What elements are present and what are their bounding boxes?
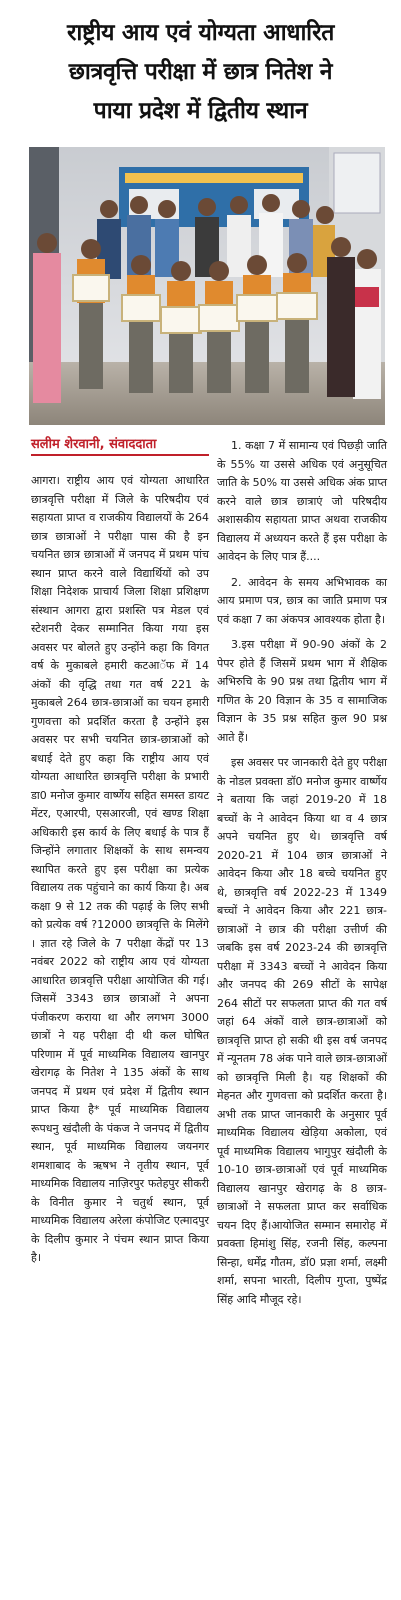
headline-line-1: राष्ट्रीय आय एवं योग्यता आधारित	[66, 20, 335, 46]
photo-illustration	[29, 147, 385, 425]
article-left-column	[31, 472, 209, 1275]
left-paragraph-1: आगरा। राष्ट्रीय आय एवं योग्यता आधारित छात्रवृत्ति परीक्षा में जिले के परिषदीय एवं सहायता प्राप्त व राजकीय विद्यालयों के 264 छात्र छात्राओं ने परीक्षा पास की है इन चयनित छात्र छात्राओं में जनपद में प्रथम पांच स्थान प्राप्त करने वाले विद्यार्थियों को उप शिक्षा निदेशक प्राचार्य जिला शिक्षा प्रशिक्षण संस्थान आगरा द्वारा प्रशस्ति पत्र मेडल एवं स्टेशनरी देकर सम्मानित किया गया इस अवसर पर बोलते हुए उन्होंने कहा कि विगत वर्ष के मुकाबले हमारी कटआॅफ में 14 अंकों की वृद्धि तथा गत वर्ष 221 के मुकाबले 264 छात्र-छात्राओं का चयन हमारी गुणवत्ता को प्रदर्शित करता है उन्होंने इस अवसर पर सभी चयनित छात्र-छात्राओं को बधाई देते हुए कहा कि राष्ट्रीय आय एवं योग्यता आधारित छात्रवृत्ति परीक्षा के प्रभारी डा0 मनोज कुमार वार्ष्णेय सहित समस्त डायट मेंटर, एआरपी, एसआरजी, एवं खण्ड शिक्षा अधिकारी इस कार्य के लिए बधाई के पात्र हैं जिन्होंने लगातार शिक्षकों के साथ समन्वय स्थापित करते हुए इस परीक्षा का प्रत्येक विद्यालय तक पहुंचाने का कार्य किया है। अब कक्षा 9 से 12 तक की पढ़ाई के लिए सभी को प्रत्येक वर्ष ?12000 छात्रवृत्ति के मिलेंगे । ज्ञात रहे जिले के 7 परीक्षा केंद्रों पर 13 नवंबर 2022 को राष्ट्रीय आय एवं योग्यता आधारित छात्रवृत्ति परीक्षा आयोजित की गई। जिसमें 3343 छात्र छात्राओं ने अपना पंजीकरण कराया था और लगभग 3000 छात्रों ने यह परीक्षा दी थी कल घोषित परिणाम में पूर्व माध्यमिक विद्यालय खानपुर खेरागढ़ के नितेश ने 135 अंकों के साथ जनपद में प्रथम एवं प्रदेश में द्वितीय स्थान प्राप्त किया है* पूर्व माध्यमिक विद्यालय रूपधनु खंदौली के पंकज ने जनपद में द्वितीय स्थान, पूर्व माध्यमिक विद्यालय जयनगर शमशाबाद के ऋषभ ने तृतीय स्थान, पूर्व माध्यमिक विद्यालय नाज़िरपुर फतेहपुर सीकरी के विनीत कुमार ने चतुर्थ स्थान, पूर्व माध्यमिक विद्यालय अरेला कंपोजिट एत्मादपुर के दिलीप कुमार ने पंचम स्थान प्राप्त किया है।	[31, 474, 209, 1264]
right-paragraph-1: 1. कक्षा 7 में सामान्य एवं पिछड़ी जाति के 55% या उससे अधिक एवं अनुसूचित जाति के 50% या उससे अधिक अंक प्राप्त करने वाले छात्र छात्राएं जो परिषदीय अशासकीय सहायता प्राप्त अथवा राजकीय विद्यालय में अध्ययन करते हैं इस परीक्षा के आवेदन के लिए पात्र हैं....	[217, 439, 387, 563]
byline-underline	[31, 454, 209, 456]
article-right-column	[217, 437, 387, 1316]
right-paragraph-4: इस अवसर पर जानकारी देते हुए परीक्षा के नोडल प्रवक्ता डॉ0 मनोज कुमार वार्ष्णेय ने बताया कि जहां 2019-20 में 18 बच्चों के ने आवेदन किया था व 4 छात्र अपने चयनित हुए थे। छात्रवृत्ति वर्ष 2020-21 में 104 छात्र छात्राओं ने आवेदन किया और 18 बच्चे चयनित हुए थे, छात्रवृत्ति वर्ष 2022-23 में 1349 बच्चों ने आवेदन किया और 221 छात्र-छात्राओं ने छात्र की परीक्षा उत्तीर्ण की जबकि इस वर्ष 2023-24 की छात्रवृत्ति परीक्षा में 3343 बच्चों ने आवेदन किया और जनपद की 269 सीटों के सापेक्ष 264 सीटों पर सफलता प्राप्त की गत वर्ष जहां 64 अंकों वाले छात्र-छात्राओं को छात्रवृत्ति प्राप्त हो सकी थी इस वर्ष जनपद में न्यूनतम 78 अंक पाने वाले छात्र-छात्राओं को छात्रवृत्ति मिली है। यह शिक्षकों की मेहनत और गुणवत्ता को प्रदर्शित करता है। अभी तक प्राप्त जानकारी के अनुसार पूर्व माध्यमिक विद्यालय खेड़िया अकोला, एवं पूर्व माध्यमिक विद्यालय भागुपुर खंदौली के 10-10 छात्र-छात्राओं एवं पूर्व माध्यमिक विद्यालय खानपुर खेरागढ़ के 8 छात्र-छात्राओं ने सफलता प्राप्त कर सर्वाधिक चयन दिए हैं।आयोजित सम्मान समारोह में प्रवक्ता हिमांशु सिंह, रजनी सिंह, कल्पना सिन्हा, धर्मेंद्र गौतम, डॉ0 प्रज्ञा शर्मा, लक्ष्मी शर्मा, सपना भारती, दिलीप गुप्ता, पुष्पेंद्र सिंह आदि मौजूद रहे।	[217, 756, 387, 1306]
byline: सलीम शेरवानी, संवाददाता	[31, 437, 157, 452]
right-paragraph-2: 2. आवेदन के समय अभिभावक का आय प्रमाण पत्र, छात्र का जाति प्रमाण पत्र एवं कक्षा 7 का अंकपत्र आवश्यक होता है।	[217, 575, 387, 626]
award-ceremony-photo	[29, 147, 385, 425]
headline	[8, 14, 393, 131]
headline-line-2: छात्रवृत्ति परीक्षा में छात्र नितेश ने	[68, 59, 333, 85]
right-paragraph-3: 3.इस परीक्षा में 90-90 अंकों के 2 पेपर होते हैं जिसमें प्रथम भाग में शैक्षिक अभिरुचि के 90 प्रश्न तथा द्वितीय भाग में गणित के 20 विज्ञान के 35 व सामाजिक विज्ञान के 35 प्रश्न सहित कुल 90 प्रश्न आते हैं।	[217, 638, 387, 744]
headline-line-3: पाया प्रदेश में द्वितीय स्थान	[93, 98, 308, 124]
